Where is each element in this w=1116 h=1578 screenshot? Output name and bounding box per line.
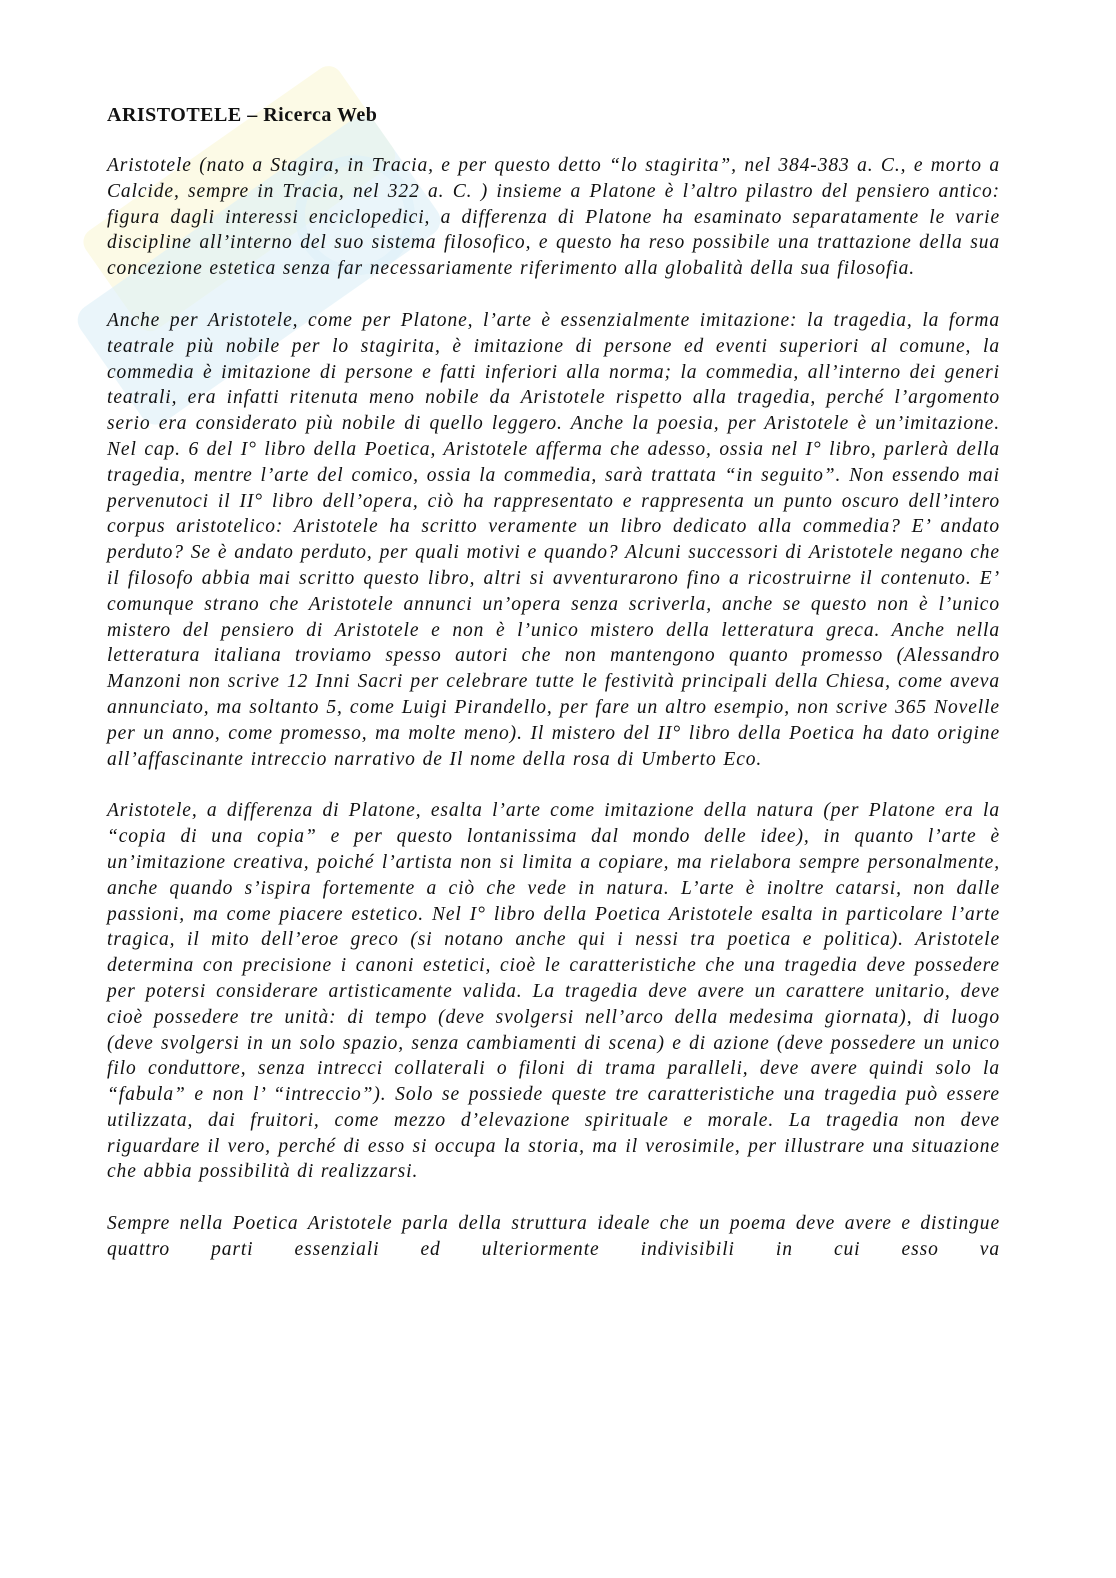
paragraph-nature: Aristotele, a differenza di Platone, esalta l’arte come imitazione della natura (per Platone era la “copia di una copia” e per questo lontanissima dal mondo delle idee), in quanto l’arte è un’imitazione creativa, poiché l’artista non si limita a copiare, ma rielabora sempre personalmente, anche quando s’ispira fortemente a ciò che vede in natura. L’arte è inoltre catarsi, non dalle passioni, ma come piacere estetico. Nel I° libro della Poetica Aristotele esalta in particolare l’arte tragica, il mito dell’eroe greco (si notano anche qui i nessi tra poetica e politica). Aristotele determina con precisione i canoni estetici, cioè le caratteristiche che una tragedia deve possedere per potersi considerare artisticamente valida. La tragedia deve avere un carattere unitario, deve cioè possedere tre unità: di tempo (deve svolgersi nell’arco della medesima giornata), di luogo (deve svolgersi in un solo spazio, senza cambiamenti di scena) e di azione (deve possedere un unico filo conduttore, senza intrecci collaterali o filoni di trama paralleli, deve avere quindi solo la “fabula” e non l’ “intreccio”). Solo se possiede queste tre caratteristiche una tragedia può essere utilizzata, dai fruitori, come mezzo d’elevazione spirituale e morale. La tragedia non deve riguardare il vero, perché di esso si occupa la storia, ma il verosimile, per illustrare una situazione che abbia possibilità di realizzarsi. xyxy=(107,800,1000,1183)
paragraph-intro: Aristotele (nato a Stagira, in Tracia, e per questo detto “lo stagirita”, nel 384-383 a. C., e morto a Calcide, sempre in Tracia, nel 322 a. C. ) insieme a Platone è l’altro pilastro del pensiero antico: figura dagli interessi enciclopedici, a differenza di Platone ha esaminato separatamente le varie discipline all’interno del suo sistema filosofico, e questo ha reso possibile una trattazione della sua concezione estetica senza far necessariamente riferimento alla globalità della sua filosofia. xyxy=(107,155,1000,280)
document-title: ARISTOTELE – Ricerca Web xyxy=(107,104,378,126)
paragraph-imitation: Anche per Aristotele, come per Platone, l’arte è essenzialmente imitazione: la tragedia, la forma teatrale più nobile per lo stagirita, è imitazione di persone ed eventi superiori al comune, la commedia è imitazione di persone e fatti inferiori alla norma; la commedia, all’interno dei generi teatrali, era infatti ritenuta meno nobile da Aristotele rispetto alla tragedia, perché l’argomento serio era considerato più nobile di quello leggero. Anche la poesia, per Aristotele è un’imitazione. Nel cap. 6 del I° libro della Poetica, Aristotele afferma che adesso, ossia nel I° libro, parlerà della tragedia, mentre l’arte del comico, ossia la commedia, sarà trattata “in seguito”. Non essendo mai pervenutoci il II° libro dell’opera, ciò ha rappresentato e rappresenta un punto oscuro dell’intero corpus aristotelico: Aristotele ha scritto veramente un libro dedicato alla commedia? E’ andato perduto? Se è andato perduto, per quali motivi e quando? Alcuni successori di Aristotele negano che il filosofo abbia mai scritto questo libro, altri si avventurarono fino a ricostruirne il contenuto. E’ comunque strano che Aristotele annunci un’opera senza scriverla, anche se questo non è l’unico mistero del pensiero di Aristotele e non è l’unico mistero della letteratura greca. Anche nella letteratura italiana troviamo spesso autori che non mantengono quanto promesso (Alessandro Manzoni non scrive 12 Inni Sacri per celebrare tutte le festività principali della Chiesa, come aveva annunciato, ma soltanto 5, come Luigi Pirandello, per fare un altro esempio, non scrive 365 Novelle per un anno, come promesso, ma molte meno). Il mistero del II° libro della Poetica ha dato origine all’affascinante intreccio narrativo de Il nome della rosa di Umberto Eco. xyxy=(107,309,1000,770)
paragraph-structure: Sempre nella Poetica Aristotele parla della struttura ideale che un poema deve avere e distingue quattro parti essenziali ed ulteriormente indivisibili in cui esso va xyxy=(107,1213,1000,1261)
document-page xyxy=(107,104,1000,1263)
